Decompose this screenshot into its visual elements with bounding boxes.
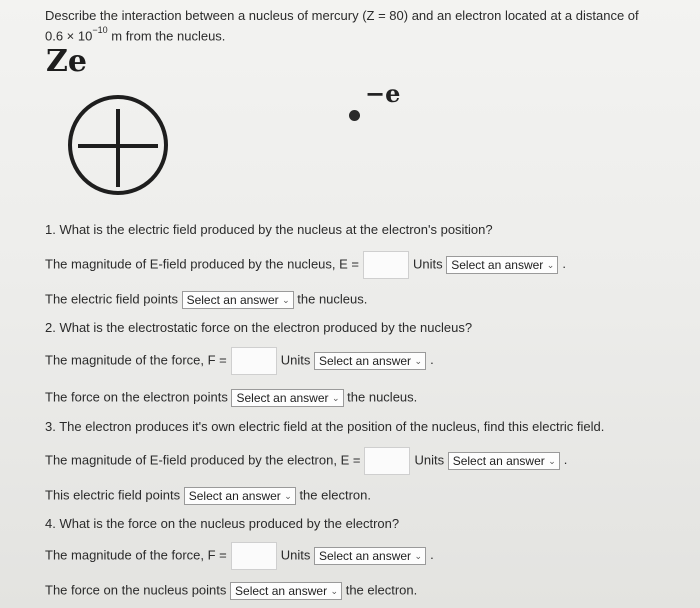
q3-direction-row (45, 487, 371, 505)
q1-direction-label: The electric field points (45, 291, 178, 307)
q1-magnitude-input[interactable] (363, 251, 409, 279)
nucleus-label: Ze (46, 44, 87, 79)
distance-unit: m from the nucleus. (107, 28, 226, 44)
q4-magnitude-row (45, 542, 434, 570)
q3-units-select[interactable] (448, 452, 560, 470)
dot-icon (349, 110, 360, 121)
q3-heading: 3. The electron produces it's own electric field at the position of the nucleus, find this electric field. (45, 419, 605, 434)
q2-direction-label: The force on the electron points (45, 389, 228, 405)
q1-direction-suffix: the nucleus. (297, 291, 368, 307)
distance-exponent: −10 (92, 25, 108, 35)
chevron-down-icon: ⌄ (282, 295, 290, 305)
q1-units-select-text: Select an answer (451, 258, 544, 272)
q2-magnitude-row (45, 347, 434, 375)
period: . (430, 547, 434, 563)
q2-heading: 2. What is the electrostatic force on the electron produced by the nucleus? (45, 320, 473, 335)
chevron-down-icon: ⌄ (546, 260, 555, 270)
q1-direction-select[interactable] (182, 291, 294, 309)
q4-heading: 4. What is the force on the nucleus produced by the electron? (45, 516, 400, 531)
q1-units-label: Units (413, 256, 443, 272)
chevron-down-icon: ⌄ (548, 456, 556, 466)
chevron-down-icon: ⌄ (330, 586, 339, 596)
q3-direction-select[interactable] (184, 487, 296, 505)
q1-heading: 1. What is the electric field produced by the nucleus at the electron's position? (45, 222, 493, 237)
q2-direction-select[interactable] (231, 389, 343, 407)
q2-direction-suffix: the nucleus. (347, 389, 418, 405)
distance-mantissa: 0.6 × 10 (45, 28, 93, 44)
chevron-down-icon: ⌄ (414, 551, 423, 561)
q1-magnitude-label: The magnitude of E-field produced by the nucleus, E = (45, 256, 359, 272)
q1-units-select[interactable] (446, 256, 558, 274)
q4-direction-suffix: the electron. (345, 582, 418, 598)
q2-units-label: Units (280, 352, 311, 368)
period: . (563, 452, 568, 468)
q4-direction-select[interactable] (230, 582, 342, 600)
chevron-down-icon: ⌄ (331, 393, 340, 403)
q4-units-label: Units (280, 547, 311, 563)
chevron-down-icon: ⌄ (284, 491, 292, 501)
q3-units-label: Units (414, 452, 445, 468)
q3-direction-label: This electric field points (45, 487, 181, 503)
q3-direction-select-text: Select an answer (188, 489, 281, 503)
q1-direction-row (45, 291, 367, 309)
q3-direction-suffix: the electron. (299, 487, 371, 503)
plus-circle-icon (66, 93, 170, 197)
q4-direction-select-text: Select an answer (235, 584, 328, 598)
q4-direction-row (45, 582, 417, 600)
q3-units-select-text: Select an answer (452, 454, 545, 468)
q2-units-select-text: Select an answer (319, 354, 412, 368)
period: . (562, 256, 566, 272)
chevron-down-icon: ⌄ (414, 356, 423, 366)
q2-magnitude-label: The magnitude of the force, F = (45, 352, 227, 368)
q4-magnitude-input[interactable] (231, 542, 277, 570)
q1-direction-select-text: Select an answer (186, 293, 279, 307)
q4-units-select[interactable] (314, 547, 426, 565)
q2-units-select[interactable] (314, 352, 426, 370)
q2-direction-select-text: Select an answer (236, 391, 329, 405)
q1-magnitude-row (45, 251, 566, 279)
problem-line-1: Describe the interaction between a nucleus of mercury (Z = 80) and an electron located at a distance of (45, 8, 639, 23)
q3-magnitude-input[interactable] (364, 447, 410, 475)
q4-units-select-text: Select an answer (319, 549, 412, 563)
q4-direction-label: The force on the nucleus points (45, 582, 227, 598)
q2-magnitude-input[interactable] (231, 347, 277, 375)
electron-label: −e (365, 79, 401, 108)
period: . (430, 352, 434, 368)
q2-direction-row (45, 389, 417, 407)
q4-magnitude-label: The magnitude of the force, F = (45, 547, 227, 563)
q3-magnitude-row (45, 447, 567, 475)
q3-magnitude-label: The magnitude of E-field produced by the electron, E = (45, 452, 361, 468)
problem-statement (45, 8, 639, 44)
problem-line-2 (45, 24, 639, 44)
